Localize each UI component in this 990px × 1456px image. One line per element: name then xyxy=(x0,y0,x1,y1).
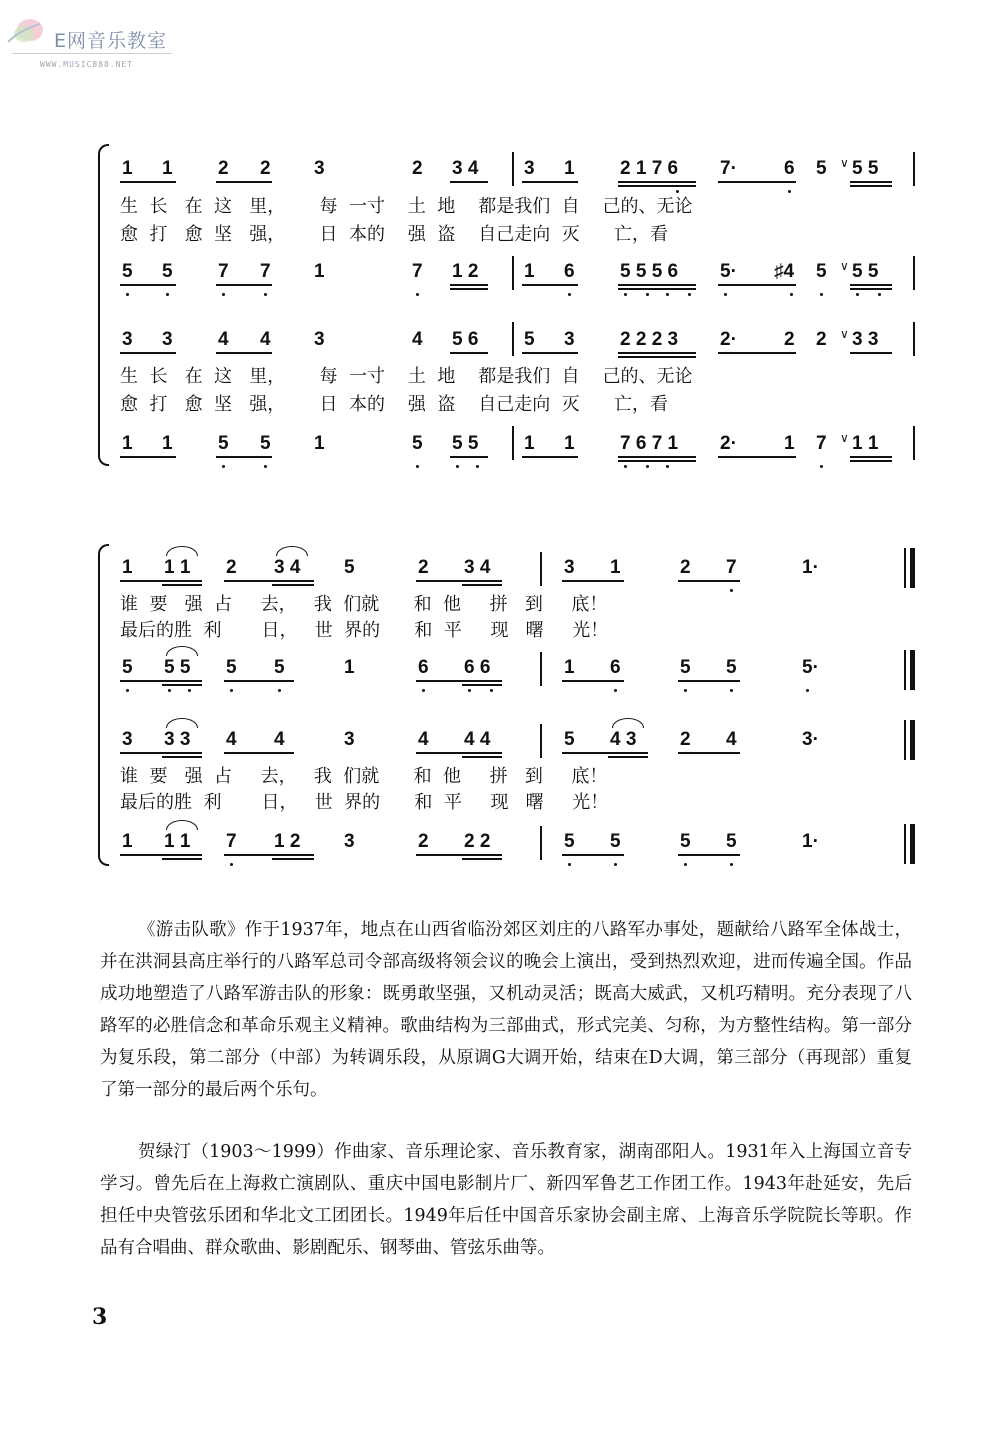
logo-divider xyxy=(12,53,172,54)
underline xyxy=(562,854,624,856)
octave-dot xyxy=(278,689,281,692)
barline xyxy=(512,426,514,460)
note: 3 xyxy=(162,329,173,350)
note: 1 xyxy=(564,433,575,454)
note: 3 xyxy=(564,557,575,578)
octave-dot xyxy=(166,293,169,296)
note: 1 1 xyxy=(164,557,191,578)
barline xyxy=(913,152,915,186)
note: 5 5 xyxy=(852,158,879,179)
octave-dot xyxy=(230,863,233,866)
note: 2· xyxy=(720,433,737,454)
note: 2 xyxy=(418,831,429,852)
site-logo xyxy=(6,8,176,68)
octave-dot xyxy=(666,293,669,296)
note: 5 xyxy=(816,261,827,282)
octave-dot xyxy=(568,863,571,866)
octave-dot xyxy=(806,689,809,692)
octave-dot xyxy=(820,293,823,296)
octave-dot xyxy=(468,689,471,692)
note: 5 xyxy=(816,158,827,179)
note: 5 xyxy=(726,831,737,852)
barline xyxy=(512,322,514,356)
note: 2 xyxy=(418,557,429,578)
note: 5 5 xyxy=(452,433,479,454)
barline xyxy=(540,826,542,860)
note: 6 xyxy=(564,261,575,282)
underline xyxy=(618,284,696,286)
octave-dot xyxy=(688,293,691,296)
octave-dot xyxy=(126,293,129,296)
underline xyxy=(162,756,202,758)
underline xyxy=(462,756,502,758)
octave-dot xyxy=(614,863,617,866)
octave-dot xyxy=(490,689,493,692)
underline xyxy=(618,456,696,458)
paragraph-composer-bio: 贺绿汀（1903～1999）作曲家、音乐理论家、音乐教育家，湖南邵阳人。1931年入上海国立音专学习。曾先后在上海救亡演剧队、重庆中国电影制片厂、新四军鲁艺工作团工作。1943年赴延安，先后担任中央管弦乐团和华北文工团团长。1949年后任中国音乐家协会副主席、上海音乐学院院长等职。作品有合唱曲、群众歌曲、影剧配乐、钢琴曲、管弦乐曲等。 xyxy=(100,1142,912,1258)
underline xyxy=(216,456,272,458)
lyric-line: 生 长 在 这 里， 每 一寸 土 地 都是我们 自 己的、无论 xyxy=(120,196,693,217)
lyric-line: 谁 要 强 占 去， 我 们就 和 他 拼 到 底！ xyxy=(120,594,608,615)
system-bracket xyxy=(98,544,109,866)
underline xyxy=(618,352,696,354)
note: 2 xyxy=(680,557,691,578)
note: 3 xyxy=(524,158,535,179)
octave-dot xyxy=(666,465,669,468)
underline xyxy=(120,580,202,582)
note: 3 xyxy=(314,158,325,179)
note: 5 xyxy=(564,831,575,852)
underline xyxy=(618,185,696,187)
note: 1 1 xyxy=(164,831,191,852)
underline xyxy=(272,858,314,860)
note: 1 xyxy=(564,657,575,678)
note: 1 xyxy=(784,433,795,454)
note: 2 xyxy=(260,158,271,179)
octave-dot xyxy=(646,293,649,296)
octave-dot xyxy=(168,689,171,692)
octave-dot xyxy=(856,293,859,296)
note: 7 xyxy=(218,261,229,282)
lyric-line: 谁 要 强 占 去， 我 们就 和 他 拼 到 底！ xyxy=(120,766,608,787)
octave-dot xyxy=(264,293,267,296)
underline xyxy=(224,752,294,754)
note: 3 4 xyxy=(274,557,301,578)
octave-dot xyxy=(724,293,727,296)
final-barline-thin xyxy=(904,824,906,864)
final-barline-thick xyxy=(910,650,915,690)
note: 1 xyxy=(122,557,133,578)
underline xyxy=(522,456,578,458)
note: 5 xyxy=(412,433,423,454)
octave-dot xyxy=(676,190,679,193)
underline xyxy=(678,752,740,754)
note: 3 xyxy=(122,729,133,750)
breath-mark: ∨ xyxy=(840,431,849,445)
underline xyxy=(450,352,488,354)
note: 4 xyxy=(274,729,285,750)
note: 5 xyxy=(260,433,271,454)
underline xyxy=(850,352,892,354)
final-barline-thick xyxy=(910,720,915,760)
note: 2 xyxy=(816,329,827,350)
lyric-line: 愈 打 愈 坚 强， 日 本的 强 盗 自己走向 灭 亡，看 xyxy=(120,224,668,245)
note: 5 xyxy=(564,729,575,750)
octave-dot xyxy=(416,465,419,468)
underline xyxy=(120,680,202,682)
underline xyxy=(162,584,202,586)
final-barline-thick xyxy=(910,824,915,864)
note: 2 xyxy=(784,329,795,350)
underline xyxy=(522,352,578,354)
note: 4 4 xyxy=(464,729,491,750)
note: 3 3 xyxy=(164,729,191,750)
note: 1 1 xyxy=(852,433,879,454)
note: 5· xyxy=(802,657,819,678)
note: 5 5 5 6 xyxy=(620,261,679,282)
underline xyxy=(850,181,892,183)
underline xyxy=(718,456,796,458)
underline xyxy=(462,584,502,586)
octave-dot xyxy=(730,589,733,592)
note: 5 xyxy=(274,657,285,678)
underline xyxy=(618,288,696,290)
underline xyxy=(462,858,502,860)
note: 5 xyxy=(344,557,355,578)
note: 4 xyxy=(226,729,237,750)
note: 3 xyxy=(314,329,325,350)
note: 4 xyxy=(218,329,229,350)
octave-dot xyxy=(222,293,225,296)
final-barline-thick xyxy=(910,548,915,588)
note: 4 3 xyxy=(610,729,637,750)
underline xyxy=(462,684,502,686)
note: 3 xyxy=(344,729,355,750)
note: 1 xyxy=(314,433,325,454)
slur xyxy=(276,546,308,556)
underline xyxy=(618,460,696,462)
note: 1 xyxy=(122,433,133,454)
underline xyxy=(850,185,892,187)
note: 1 xyxy=(564,158,575,179)
lyric-line: 最后的胜 利 日， 世 界的 和 平 现 曙 光！ xyxy=(120,792,609,813)
octave-dot xyxy=(568,293,571,296)
logo-text: E网音乐教室 xyxy=(54,30,168,52)
octave-dot xyxy=(684,863,687,866)
note: ♯4 xyxy=(774,261,795,282)
underline xyxy=(224,580,314,582)
note: 5 xyxy=(524,329,535,350)
note: 7· xyxy=(720,158,737,179)
note: 1 xyxy=(314,261,325,282)
note: 1 xyxy=(524,433,535,454)
underline xyxy=(120,456,176,458)
page-number: 3 xyxy=(92,1304,108,1330)
underline xyxy=(120,854,202,856)
note: 1 xyxy=(344,657,355,678)
underline xyxy=(850,456,892,458)
note: 2 xyxy=(680,729,691,750)
barline xyxy=(540,552,542,586)
underline xyxy=(416,580,502,582)
lyric-line: 愈 打 愈 坚 强， 日 本的 强 盗 自己走向 灭 亡，看 xyxy=(120,394,668,415)
underline xyxy=(608,756,648,758)
underline xyxy=(718,352,796,354)
note: 1 2 xyxy=(452,261,479,282)
final-barline-thin xyxy=(904,720,906,760)
note: 7 xyxy=(260,261,271,282)
note: 7 xyxy=(726,557,737,578)
logo-swirl-icon xyxy=(6,12,50,52)
octave-dot xyxy=(820,465,823,468)
octave-dot xyxy=(788,190,791,193)
underline xyxy=(120,181,176,183)
underline xyxy=(562,680,624,682)
barline xyxy=(913,256,915,290)
note: 2 xyxy=(226,557,237,578)
note: 2 2 xyxy=(464,831,491,852)
octave-dot xyxy=(416,293,419,296)
underline xyxy=(224,854,314,856)
note: 5 xyxy=(226,657,237,678)
note: 1 xyxy=(162,433,173,454)
octave-dot xyxy=(422,689,425,692)
note: 5 xyxy=(218,433,229,454)
note: 2 xyxy=(412,158,423,179)
breath-mark: ∨ xyxy=(840,327,849,341)
barline xyxy=(913,322,915,356)
underline xyxy=(416,680,502,682)
note: 1 xyxy=(524,261,535,282)
barline xyxy=(540,724,542,758)
underline xyxy=(416,752,502,754)
underline xyxy=(718,284,796,286)
note: 2· xyxy=(720,329,737,350)
note: 1 2 xyxy=(274,831,301,852)
underline xyxy=(678,680,740,682)
octave-dot xyxy=(624,293,627,296)
final-barline-thin xyxy=(904,548,906,588)
note: 4 xyxy=(260,329,271,350)
note: 1· xyxy=(802,831,819,852)
underline xyxy=(216,181,272,183)
note: 5 5 xyxy=(852,261,879,282)
underline xyxy=(718,181,796,183)
note: 2 xyxy=(218,158,229,179)
underline xyxy=(416,854,502,856)
note: 2 2 2 3 xyxy=(620,329,679,350)
note: 3· xyxy=(802,729,819,750)
underline xyxy=(562,580,624,582)
note: 5 xyxy=(122,657,133,678)
note: 5 5 xyxy=(164,657,191,678)
underline xyxy=(618,181,696,183)
final-barline-thin xyxy=(904,650,906,690)
note: 1 xyxy=(610,557,621,578)
underline xyxy=(850,288,892,290)
underline xyxy=(450,284,488,286)
octave-dot xyxy=(476,465,479,468)
octave-dot xyxy=(614,689,617,692)
note: 3 xyxy=(564,329,575,350)
note: 5 xyxy=(162,261,173,282)
underline xyxy=(522,181,578,183)
barline xyxy=(913,426,915,460)
octave-dot xyxy=(878,293,881,296)
note: 6 6 xyxy=(464,657,491,678)
note: 5· xyxy=(720,261,737,282)
note: 7 xyxy=(412,261,423,282)
octave-dot xyxy=(730,863,733,866)
note: 6 xyxy=(784,158,795,179)
paragraph-song-intro: 《游击队歌》作于1937年，地点在山西省临汾郊区刘庄的八路军办事处，题献给八路军全体战士，并在洪洞县高庄举行的八路军总司令部高级将领会议的晚会上演出，受到热烈欢迎，进而传遍全国。作品成功地塑造了八路军游击队的形象：既勇敢坚强，又机动灵活；既高大威武，又机巧精明。充分表现了八路军的必胜信念和革命乐观主义精神。歌曲结构为三部曲式，形式完美、匀称，为方整性结构。第一部分为复乐段，第二部分（中部）为转调乐段，从原调G大调开始，结束在D大调，第三部分（再现部）重复了第一部分的最后两个乐句。 xyxy=(100,920,912,1100)
note: 5 xyxy=(610,831,621,852)
note: 4 xyxy=(418,729,429,750)
octave-dot xyxy=(456,465,459,468)
note: 7 6 7 1 xyxy=(620,433,679,454)
underline xyxy=(522,284,578,286)
note: 5 xyxy=(726,657,737,678)
note: 1 xyxy=(122,831,133,852)
underline xyxy=(272,584,314,586)
octave-dot xyxy=(790,293,793,296)
octave-dot xyxy=(264,465,267,468)
barline xyxy=(512,256,514,290)
octave-dot xyxy=(646,465,649,468)
underline xyxy=(216,284,272,286)
underline xyxy=(224,680,294,682)
underline xyxy=(120,284,176,286)
barline xyxy=(540,652,542,686)
underline xyxy=(162,858,202,860)
underline xyxy=(120,352,176,354)
underline xyxy=(450,181,488,183)
octave-dot xyxy=(684,689,687,692)
underline xyxy=(618,356,696,358)
underline xyxy=(162,684,202,686)
note: 5 xyxy=(122,261,133,282)
octave-dot xyxy=(730,689,733,692)
barline xyxy=(512,152,514,186)
note: 5 xyxy=(680,657,691,678)
note: 5 xyxy=(680,831,691,852)
note: 5 6 xyxy=(452,329,479,350)
underline xyxy=(850,460,892,462)
note: 3 xyxy=(122,329,133,350)
underline xyxy=(562,752,648,754)
note: 6 xyxy=(418,657,429,678)
underline xyxy=(120,752,202,754)
note: 3 4 xyxy=(464,557,491,578)
underline xyxy=(850,284,892,286)
note: 7 xyxy=(226,831,237,852)
slur xyxy=(166,646,198,656)
note: 1· xyxy=(802,557,819,578)
slur xyxy=(166,820,198,830)
octave-dot xyxy=(222,465,225,468)
note: 4 xyxy=(726,729,737,750)
octave-dot xyxy=(188,689,191,692)
note: 1 xyxy=(162,158,173,179)
lyric-line: 生 长 在 这 里， 每 一寸 土 地 都是我们 自 己的、无论 xyxy=(120,366,693,387)
breath-mark: ∨ xyxy=(840,156,849,170)
note: 2 1 7 6 xyxy=(620,158,679,179)
note: 3 xyxy=(344,831,355,852)
lyric-line: 最后的胜 利 日， 世 界的 和 平 现 曙 光！ xyxy=(120,620,609,641)
slur xyxy=(612,718,644,728)
logo-url: WWW.MUSIC888.NET xyxy=(40,60,134,69)
underline xyxy=(678,854,740,856)
note: 3 4 xyxy=(452,158,479,179)
octave-dot xyxy=(126,689,129,692)
octave-dot xyxy=(624,465,627,468)
octave-dot xyxy=(230,689,233,692)
underline xyxy=(450,456,488,458)
note: 3 3 xyxy=(852,329,879,350)
note: 7 xyxy=(816,433,827,454)
note: 1 xyxy=(122,158,133,179)
slur xyxy=(166,546,198,556)
underline xyxy=(678,580,740,582)
breath-mark: ∨ xyxy=(840,259,849,273)
system-bracket xyxy=(98,144,109,466)
note: 6 xyxy=(610,657,621,678)
slur xyxy=(166,718,198,728)
underline xyxy=(450,288,488,290)
note: 4 xyxy=(412,329,423,350)
underline xyxy=(216,352,272,354)
